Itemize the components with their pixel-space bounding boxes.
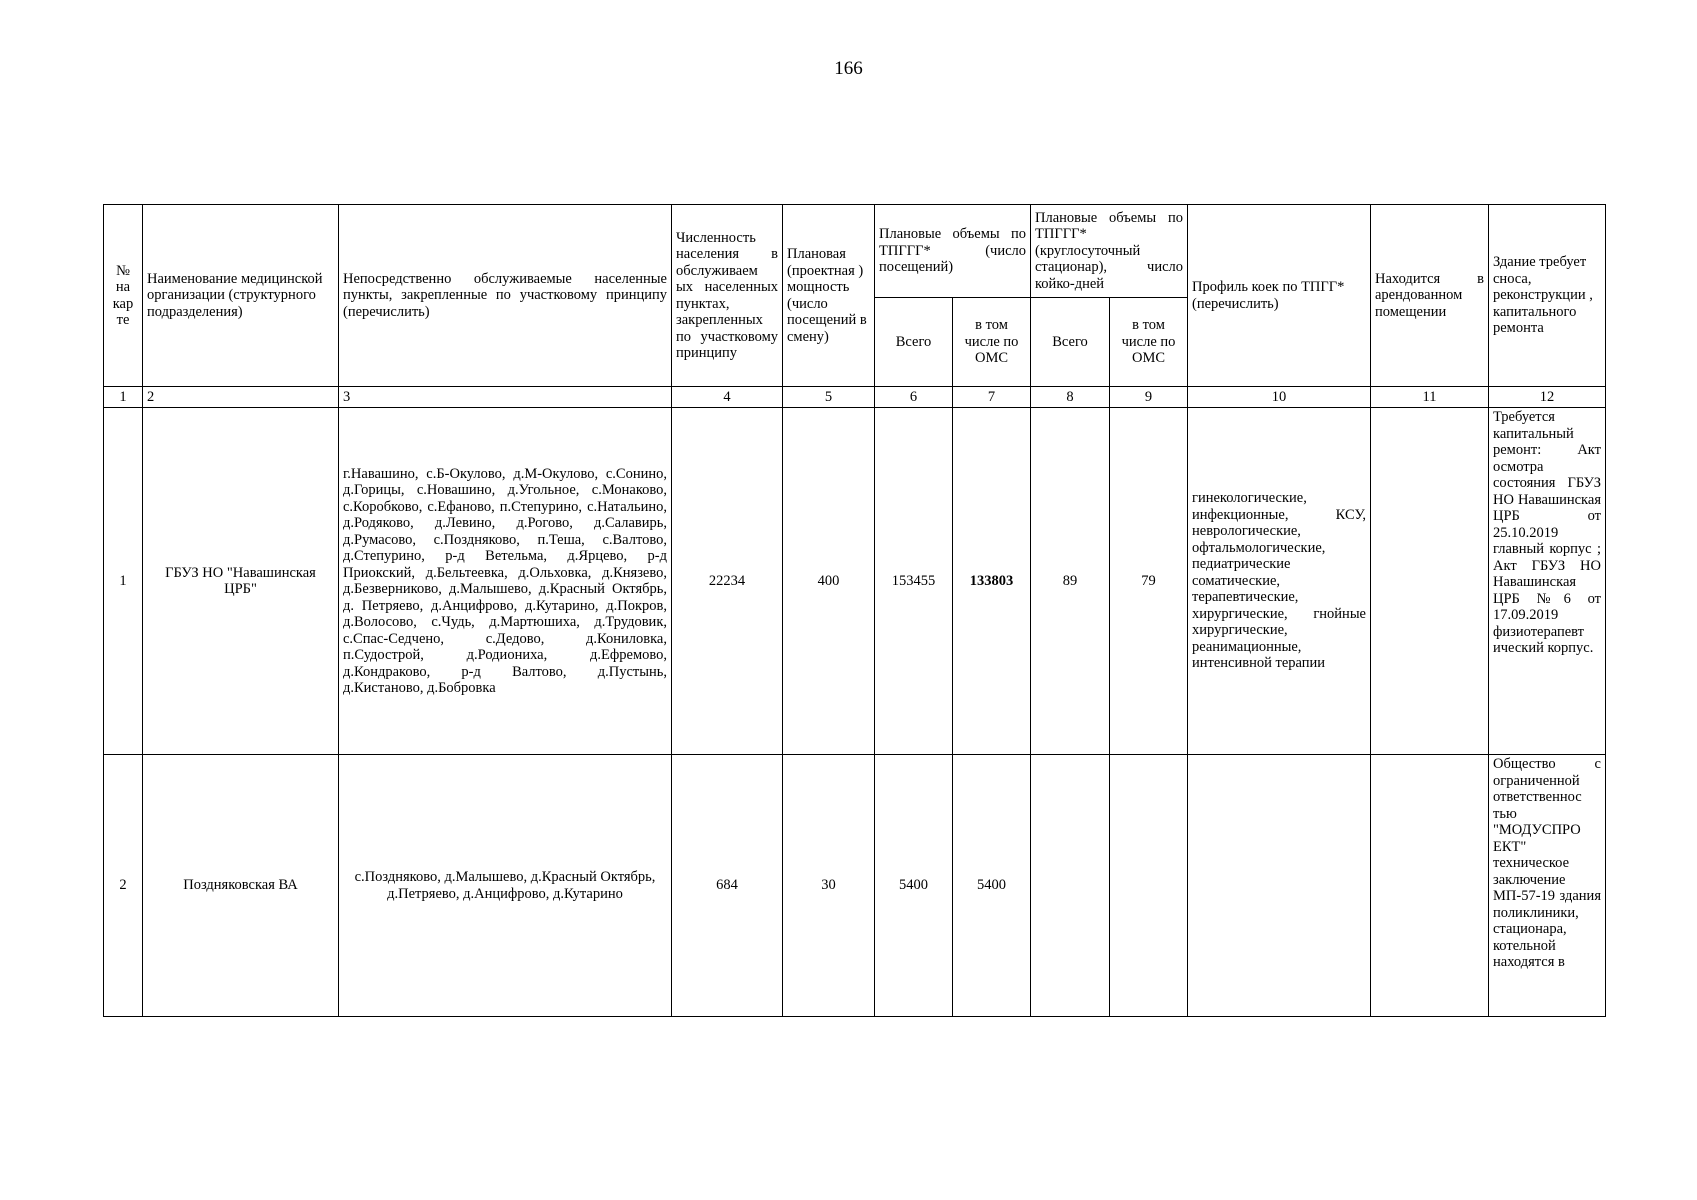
population-count: 684 (672, 755, 783, 1017)
column-number: 10 (1188, 387, 1371, 408)
organization-name: ГБУЗ НО "Навашинская ЦРБ" (143, 408, 339, 755)
beddays-oms (1110, 755, 1188, 1017)
beddays-oms: 79 (1110, 408, 1188, 755)
visits-total: 153455 (875, 408, 953, 755)
settlements-list: с.Поздняково, д.Малышево, д.Красный Октябрь, д.Петряево, д.Анцифрово, д.Кутарино (339, 755, 672, 1017)
rented-flag (1371, 408, 1489, 755)
header-building-state: Здание требует сноса, реконструкции , капитального ремонта (1489, 205, 1606, 387)
building-state: Общество с ограниченной ответственнос тью "МОДУСПРО ЕКТ" техническое заключение МП-57-19 здания поликлиники, стационара, котельной находятся в (1489, 755, 1606, 1017)
header-capacity: Плановая (проектная ) мощность (число посещений в смену) (783, 205, 875, 387)
page-number: 166 (834, 58, 863, 79)
column-number: 5 (783, 387, 875, 408)
row-number: 1 (104, 408, 143, 755)
population-count: 22234 (672, 408, 783, 755)
header-rented: Находится в арендованном помещении (1371, 205, 1489, 387)
column-number: 4 (672, 387, 783, 408)
table-header-row (104, 205, 1606, 298)
table-row (104, 755, 1606, 1017)
medical-organizations-table (103, 204, 1606, 1017)
header-bed-profile: Профиль коек по ТПГГ* (перечислить) (1188, 205, 1371, 387)
row-number: 2 (104, 755, 143, 1017)
visits-oms: 133803 (953, 408, 1031, 755)
visits-total: 5400 (875, 755, 953, 1017)
capacity-value: 400 (783, 408, 875, 755)
table-row (104, 408, 1606, 755)
header-organization: Наименование медицинской организации (структурного подразделения) (143, 205, 339, 387)
beddays-total: 89 (1031, 408, 1110, 755)
header-visits-total: Всего (875, 298, 953, 387)
column-numbers-row (104, 387, 1606, 408)
header-population: Численность населения в обслуживаем ых населенных пунктах, закрепленных по участковому принципу (672, 205, 783, 387)
column-number: 1 (104, 387, 143, 408)
capacity-value: 30 (783, 755, 875, 1017)
column-number: 7 (953, 387, 1031, 408)
settlements-list: г.Навашино, с.Б-Окулово, д.М-Окулово, с.Сонино, д.Горицы, с.Новашино, д.Угольное, с.Монаково, с.Коробково, с.Ефаново, п.Степурино, с.Натальино, д.Родяково, д.Левино, д.Рогово, д.Салавирь, д.Румасово, с.Поздняково, п.Теша, с.Валтово, д.Степурино, р-д Ветельма, д.Ярцево, р-д Приокский, д.Бельтеевка, д.Ольховка, д.Князево, д.Безверниково, д.Малышево, д.Красный Октябрь, д. Петряево, д.Анцифрово, д.Кутарино, д.Покров, д.Волосово, с.Чудь, д.Мартюшиха, д.Трудовик, с.Спас-Седчено, с.Дедово, д.Кониловка, п.Судострой, д.Родиониха, д.Ефремово, д.Кондраково, р-д Валтово, д.Пустынь, д.Кистаново, д.Бобровка (339, 408, 672, 755)
header-planned-visits: Плановые объемы по ТПГГГ* (число посещений) (875, 205, 1031, 298)
beddays-total (1031, 755, 1110, 1017)
organization-name: Поздняковская ВА (143, 755, 339, 1017)
header-visits-oms: в том числе по ОМС (953, 298, 1031, 387)
column-number: 6 (875, 387, 953, 408)
column-number: 11 (1371, 387, 1489, 408)
bed-profile (1188, 755, 1371, 1017)
building-state: Требуется капитальный ремонт: Акт осмотра состояния ГБУЗ НО Навашинская ЦРБ от 25.10.2019 главный корпус ; Акт ГБУЗ НО Навашинская ЦРБ №6 от 17.09.2019 физиотерапевт ический корпус. (1489, 408, 1606, 755)
header-beddays-total: Всего (1031, 298, 1110, 387)
column-number: 12 (1489, 387, 1606, 408)
visits-oms: 5400 (953, 755, 1031, 1017)
rented-flag (1371, 755, 1489, 1017)
column-number: 2 (143, 387, 339, 408)
header-settlements: Непосредственно обслуживаемые населенные пункты, закрепленные по участковому принципу (перечислить) (339, 205, 672, 387)
header-number: № на кар те (104, 205, 143, 387)
bed-profile: гинекологические, инфекционные, КСУ, неврологические, офтальмологические, педиатрические соматические, терапевтические, хирургические, гнойные хирургические, реанимационные, интенсивной терапии (1188, 408, 1371, 755)
column-number: 8 (1031, 387, 1110, 408)
header-planned-beddays: Плановые объемы по ТПГГГ* (круглосуточный стационар), число койко-дней (1031, 205, 1188, 298)
column-number: 3 (339, 387, 672, 408)
column-number: 9 (1110, 387, 1188, 408)
header-beddays-oms: в том числе по ОМС (1110, 298, 1188, 387)
